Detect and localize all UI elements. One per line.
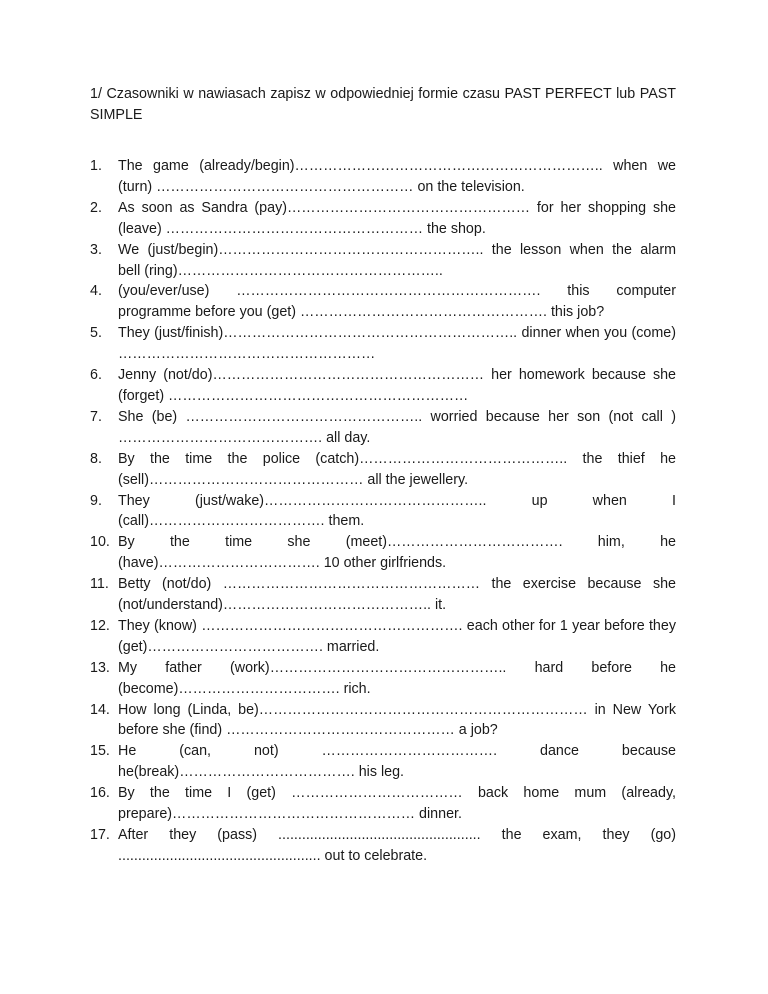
exercise-item [90, 365, 676, 407]
exercise-text: By the time she (meet)………………………………. him, he (have)……………………………. 10 other girlfriends. [118, 534, 676, 572]
exercise-text: They (just/finish)…………………………………………………….. dinner when you (come) ……………………………………………… [118, 325, 676, 363]
exercise-number: 17. [90, 827, 110, 843]
exercise-number: 5. [90, 325, 102, 342]
exercise-number: 1. [90, 158, 102, 174]
exercise-text: The game (already/begin)……………………………………………………….. when we (turn) ……………………………………………… on the television. [118, 158, 676, 195]
exercise-number: 4. [90, 283, 102, 300]
exercise-number: 11. [90, 576, 109, 593]
instruction-text: 1/ Czasowniki w nawiasach zapisz w odpowiedniej formie czasu PAST PERFECT lub PAST SIMPLE [90, 86, 676, 123]
exercise-text: They (just/wake)……………………………………….. up when I (call)………………………………. them. [118, 492, 676, 530]
exercise-text: By the time the police (catch)…………………………………….. the thief he (sell)……………………………………… all the jewellery. [118, 450, 676, 488]
exercise-item [90, 574, 676, 616]
exercise-item [90, 156, 676, 198]
exercise-number: 2. [90, 199, 102, 216]
exercise-item [90, 783, 676, 825]
exercise-text: After they (pass) ................................................... the exam, they (go) ................................................... out to celebrate. [118, 827, 676, 864]
exercise-text: As soon as Sandra (pay)…………………………………………… for her shopping she (leave) ……………………………………………… the shop. [118, 199, 676, 237]
exercise-text: Betty (not/do) ……………………………………………… the exercise because she (not/understand)…………………………………….. it. [118, 576, 676, 614]
exercise-number: 6. [90, 367, 102, 384]
exercise-text: They (know) ………………………………………………. each other for 1 year before they (get)………………………………. married. [118, 617, 676, 655]
exercise-item [90, 491, 676, 533]
exercise-number: 13. [90, 659, 110, 676]
exercise-text: He (can, not) ………………………………. dance because he(break)………………………………. his leg. [118, 743, 676, 781]
exercise-number: 16. [90, 785, 110, 802]
exercise-number: 7. [90, 408, 102, 425]
exercise-item [90, 449, 676, 491]
exercise-item [90, 658, 676, 700]
exercise-number: 10. [90, 534, 110, 551]
exercise-text: How long (Linda, be)…………………………………………………………… in New York before she (find) ………………………………………… a job? [118, 701, 676, 739]
exercise-number: 15. [90, 743, 110, 760]
exercise-item [90, 323, 676, 365]
exercise-item [90, 700, 676, 742]
exercise-item [90, 281, 676, 323]
exercise-text: She (be) ………………………………………….. worried because her son (not call ) ……………………………………. all day. [118, 408, 676, 446]
exercise-text: (you/ever/use) ………………………………………………………. this computer programme before you (get) ……………………………………………. this job? [118, 283, 676, 321]
exercise-item [90, 198, 676, 240]
exercise-item [90, 741, 676, 783]
exercise-item [90, 616, 676, 658]
exercise-item [90, 825, 676, 867]
exercise-number: 14. [90, 701, 110, 718]
exercise-item [90, 240, 676, 282]
exercise-text: My father (work)………………………………………….. hard before he (become)……………………………. rich. [118, 659, 676, 697]
exercise-number: 3. [90, 241, 102, 258]
exercise-item [90, 532, 676, 574]
exercise-text: Jenny (not/do)………………………………………………… her homework because she (forget) ……………………………………………………… [118, 367, 676, 404]
exercise-item [90, 407, 676, 449]
worksheet [90, 84, 676, 867]
exercise-text: We (just/begin)……………………………………………….. the lesson when the alarm bell (ring)……………………………………………….. [118, 241, 676, 279]
exercise-number: 8. [90, 450, 102, 467]
exercise-list [90, 156, 676, 867]
exercise-number: 9. [90, 492, 102, 509]
exercise-text: By the time I (get) ……………………………… back home mum (already, prepare)…………………………………………… dinner. [118, 785, 676, 823]
exercise-number: 12. [90, 617, 110, 634]
